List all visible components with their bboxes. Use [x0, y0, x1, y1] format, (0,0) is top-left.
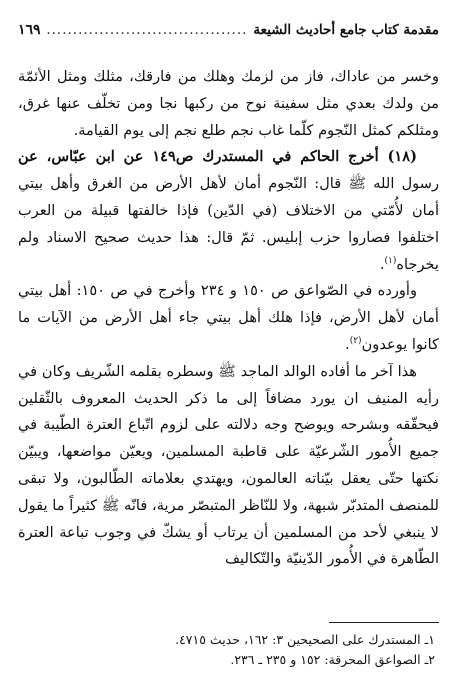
paragraph-2-lead: (١٨) أخرج الحاكم في المستدرك ص١٤٩ عن ابن عبّاس، عن [18, 148, 417, 166]
page-number: ١٦٩ [18, 22, 41, 38]
paragraph-2: (١٨) أخرج الحاكم في المستدرك ص١٤٩ عن ابن عبّاس، عن رسول الله ﷺ قال: النّجوم أمان لأهل الأرض من الغرق وأهل بيتي أمان لأُمّتي من الاختلاف (في الدّين) فإذا خالفتها قبيلة من العرب اختلفوا فصاروا حزب إبليس. ثمّ قال: هذا حديث صحيح الاسناد ولم يخرجاه$^{(١)}$. [18, 148, 439, 273]
running-header [18, 22, 439, 38]
footnote-divider [329, 622, 439, 623]
paragraph-4-text: هذا آخر ما أفاده الوالد الماجد ﷺ وسطره بقلمه الشّريف وكان في رأيه المنيف ان يورد مضافاً إلى ما ذكر الحديث المعروف بالثّقلين فيحقّقه وبشرحه ويوضح وجه دلالته على لزوم اتّباع العترة الطّيبة في جميع الأُمور الشّرعيّة على قاطبة المسلمين، ويعيّن مواضعها، ويبيّن نكتها حتّى يعقل بيّناته العالمون، ويهتدي بعلاماته الطّالبون، ولا تبقى للمنصف المتدبّر شبهة، ولا للنّاظر المتبصّر مرية، فانّه ﷺ كثيراً ما يقول لا ينبغي لأحد من المسلمين أن يرتاب أو يشكّ في وجوب تباعة العترة الطّاهرة في الأُمور الدّينيّة والتّكاليف [18, 362, 440, 568]
footnote-1-number: ١ [428, 632, 435, 647]
footnote-2-number: ٢ [428, 651, 435, 667]
paragraph-2-text: رسول الله ﷺ قال: النّجوم أمان لأهل الأرض من الغرق وأهل بيتي أمان لأُمّتي من الاختلاف (في الدّين) فإذا خالفتها قبيلة من العرب اختلفوا فصاروا حزب إبليس. ثمّ قال: هذا حديث صحيح الاسناد ولم يخرجاه [18, 175, 439, 273]
paragraph-1 [18, 64, 439, 144]
footnote-2-text: ـ الصواعق المحرقة: ١٥٢ و ٢٣٥ ـ ٢٣٦. [230, 651, 429, 667]
paragraph-3: وأورده في الصّواعق ص ١٥٠ و ٢٣٤ وأخرج في ص ١٥٠: أهل بيتي أمان لأهل الأرض، فإذا هلك أهل بيتي جاء أهل الأرض من الآيات ما كانوا يوعدون$^{(٢)}$. [18, 282, 439, 353]
header-title: مقدمة كتاب جامع أحاديث الشيعة [253, 22, 439, 38]
main-text [18, 64, 439, 573]
paragraph-1-text: وخسر من عاداك، فاز من لزمك وهلك من فارقك، مثلك ومثل الأئمّة من ولدك بعدي مثل سفينة نوح من ركبها نجا ومن تخلّف عنها غرق، ومثلكم كمثل النّجوم كلّما غاب نجم طلع نجم إلى يوم القيامة. [18, 68, 439, 139]
footnote-1 [18, 630, 435, 650]
footnote-ref-1[interactable]: (١) [384, 255, 397, 266]
header-leader-dots: ...................................... [46, 22, 248, 38]
footnotes [18, 630, 435, 669]
footnote-1-text: ـ المستدرك على الصحيحين ٣: ١٦٢، حديث ٤٧١٥. [175, 632, 429, 647]
footnote-ref-2[interactable]: (٢) [349, 336, 362, 347]
footnote-2 [18, 650, 435, 670]
paragraph-3-text: وأورده في الصّواعق ص ١٥٠ و ٢٣٤ وأخرج في ص ١٥٠: أهل بيتي أمان لأهل الأرض، فإذا هلك أهل بيتي جاء أهل الأرض من الآيات ما كانوا يوعدون [18, 282, 439, 353]
paragraph-4 [18, 359, 439, 573]
